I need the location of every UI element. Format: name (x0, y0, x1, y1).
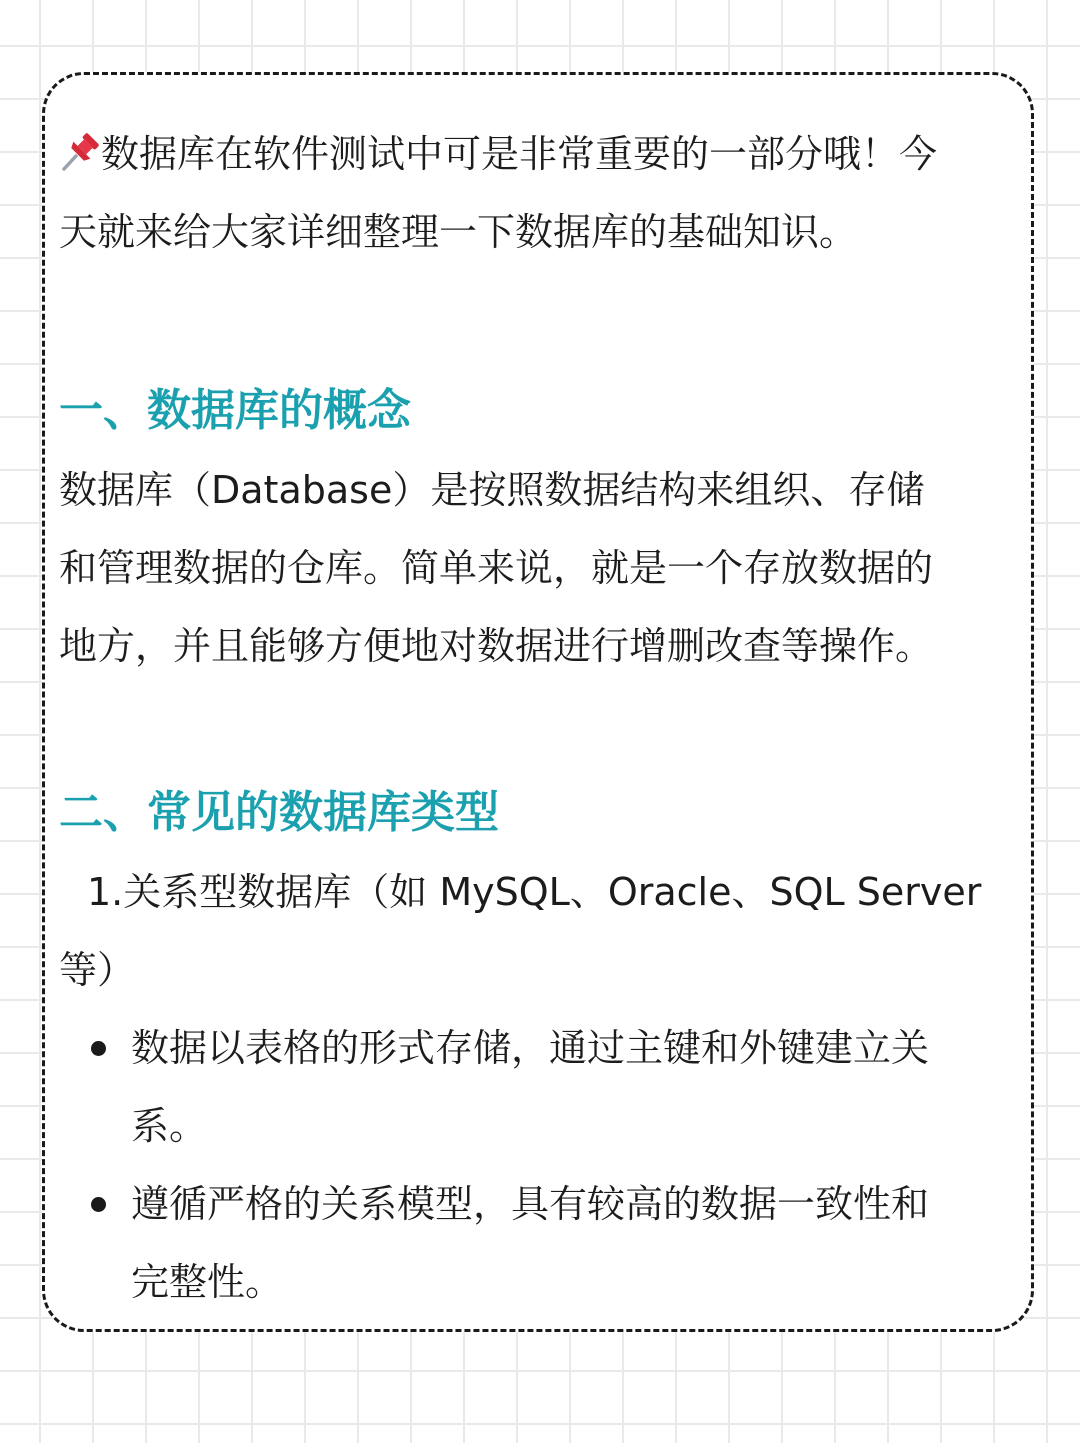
list-item-1-line-2: 等） (59, 948, 136, 992)
intro-text-1: 数据库在软件测试中可是非常重要的一部分哦！今 (101, 132, 938, 176)
bullet-1-line-1: 数据以表格的形式存储，通过主键和外键建立关 (131, 1026, 930, 1070)
bullet-dot (91, 1197, 106, 1212)
bullet-item-1 (59, 1009, 1024, 1165)
section-1-heading: 一、数据库的概念 (59, 385, 411, 436)
bullet-2-line-2: 完整性。 (131, 1260, 284, 1304)
note-content (59, 115, 1024, 1321)
intro-line-1 (59, 115, 1024, 193)
intro-line-2: 天就来给大家详细整理一下数据库的基础知识。 (59, 210, 858, 254)
bullet-item-2 (59, 1165, 1024, 1321)
section-1-line-2: 和管理数据的仓库。简单来说，就是一个存放数据的 (59, 546, 934, 590)
note-card (42, 72, 1034, 1332)
section-1-line-1: 数据库（Database）是按照数据结构来组织、存储 (59, 468, 925, 512)
section-1-line-3: 地方，并且能够方便地对数据进行增删改查等操作。 (59, 624, 934, 668)
bullet-dot (91, 1041, 106, 1056)
list-item-1-line-1: 1.关系型数据库（如 MySQL、Oracle、SQL Server (87, 870, 982, 914)
pushpin-icon (59, 121, 101, 163)
section-2-heading: 二、常见的数据库类型 (59, 787, 499, 838)
bullet-2-line-1: 遵循严格的关系模型，具有较高的数据一致性和 (131, 1182, 930, 1226)
bullet-1-line-2: 系。 (131, 1104, 208, 1148)
